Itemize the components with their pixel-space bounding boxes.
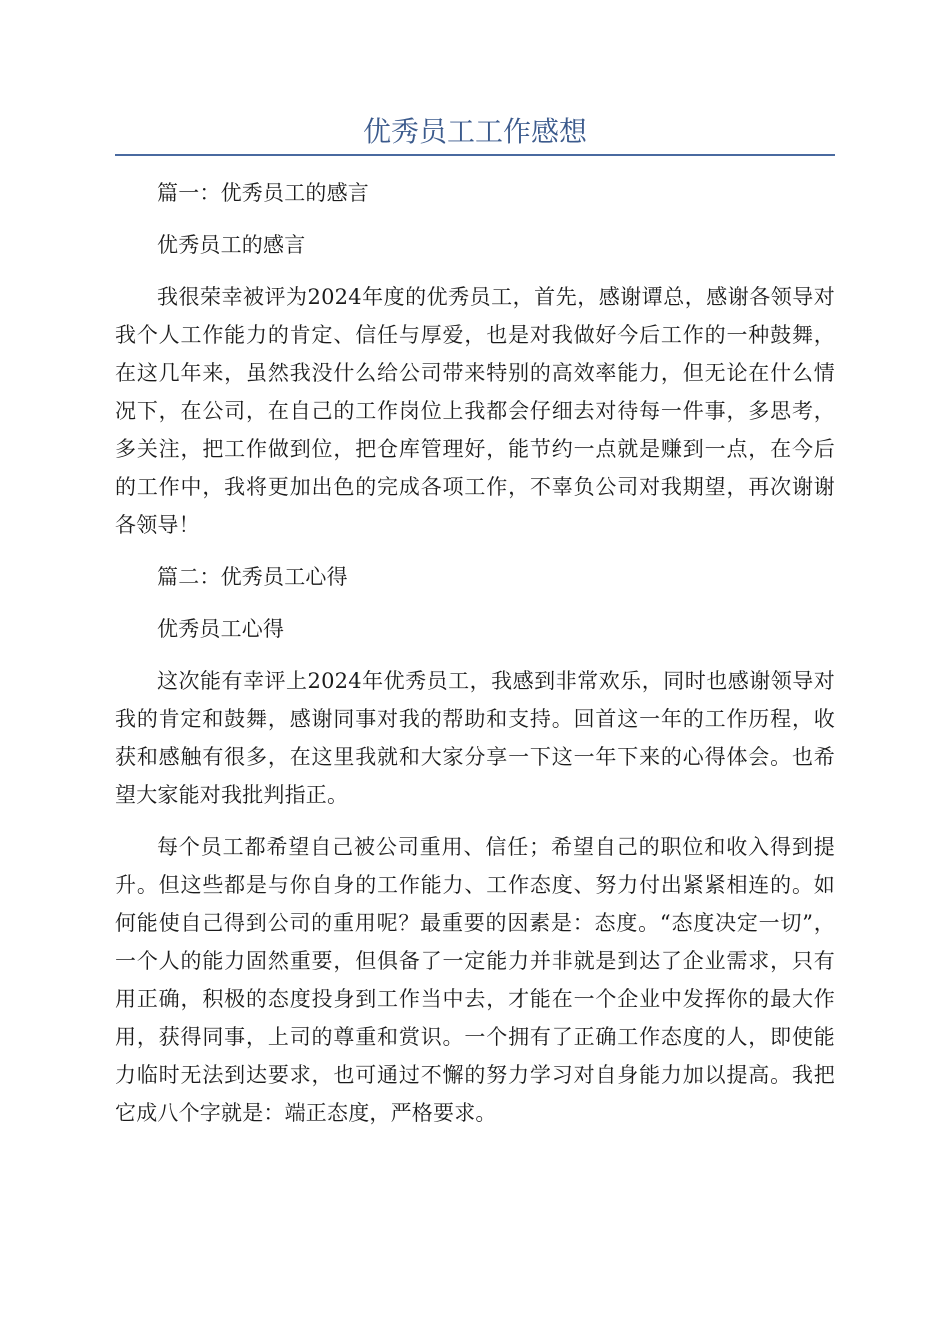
document-body — [115, 174, 835, 1146]
document-title: 优秀员工工作感想 — [362, 115, 587, 148]
body-paragraph-2: 这次能有幸评上2024年优秀员工，我感到非常欢乐，同时也感谢领导对我的肯定和鼓舞，感谢同事对我的帮助和支持。回首这一年的工作历程，收获和感触有很多，在这里我就和大家分享一下这一年下来的心得体会。也希望大家能对我批判指正。 — [115, 669, 835, 807]
section-heading-2: 篇二：优秀员工心得 — [157, 565, 348, 589]
section-subheading-1: 优秀员工的感言 — [157, 233, 306, 257]
body-paragraph-3: 每个员工都希望自己被公司重用、信任；希望自己的职位和收入得到提升。但这些都是与你自身的工作能力、工作态度、努力付出紧紧相连的。如何能使自己得到公司的重用呢？最重要的因素是：态度。“态度决定一切”，一个人的能力固然重要，但俱备了一定能力并非就是到达了企业需求，只有用正确，积极的态度投身到工作当中去，才能在一个企业中发挥你的最大作用，获得同事，上司的尊重和赏识。一个拥有了正确工作态度的人，即使能力临时无法到达要求，也可通过不懈的努力学习对自身能力加以提高。我把它成八个字就是：端正态度，严格要求。 — [115, 835, 835, 1125]
section-heading-1: 篇一：优秀员工的感言 — [157, 181, 369, 205]
body-paragraph-1: 我很荣幸被评为2024年度的优秀员工，首先，感谢谭总，感谢各领导对我个人工作能力的肯定、信任与厚爱，也是对我做好今后工作的一种鼓舞，在这几年来，虽然我没什么给公司带来特别的高效率能力，但无论在什么情况下，在公司，在自己的工作岗位上我都会仔细去对待每一件事，多思考，多关注，把工作做到位，把仓库管理好，能节约一点就是赚到一点，在今后的工作中，我将更加出色的完成各项工作，不辜负公司对我期望，再次谢谢各领导！ — [115, 285, 835, 537]
title-underline — [115, 154, 835, 156]
section-subheading-2: 优秀员工心得 — [157, 617, 285, 641]
